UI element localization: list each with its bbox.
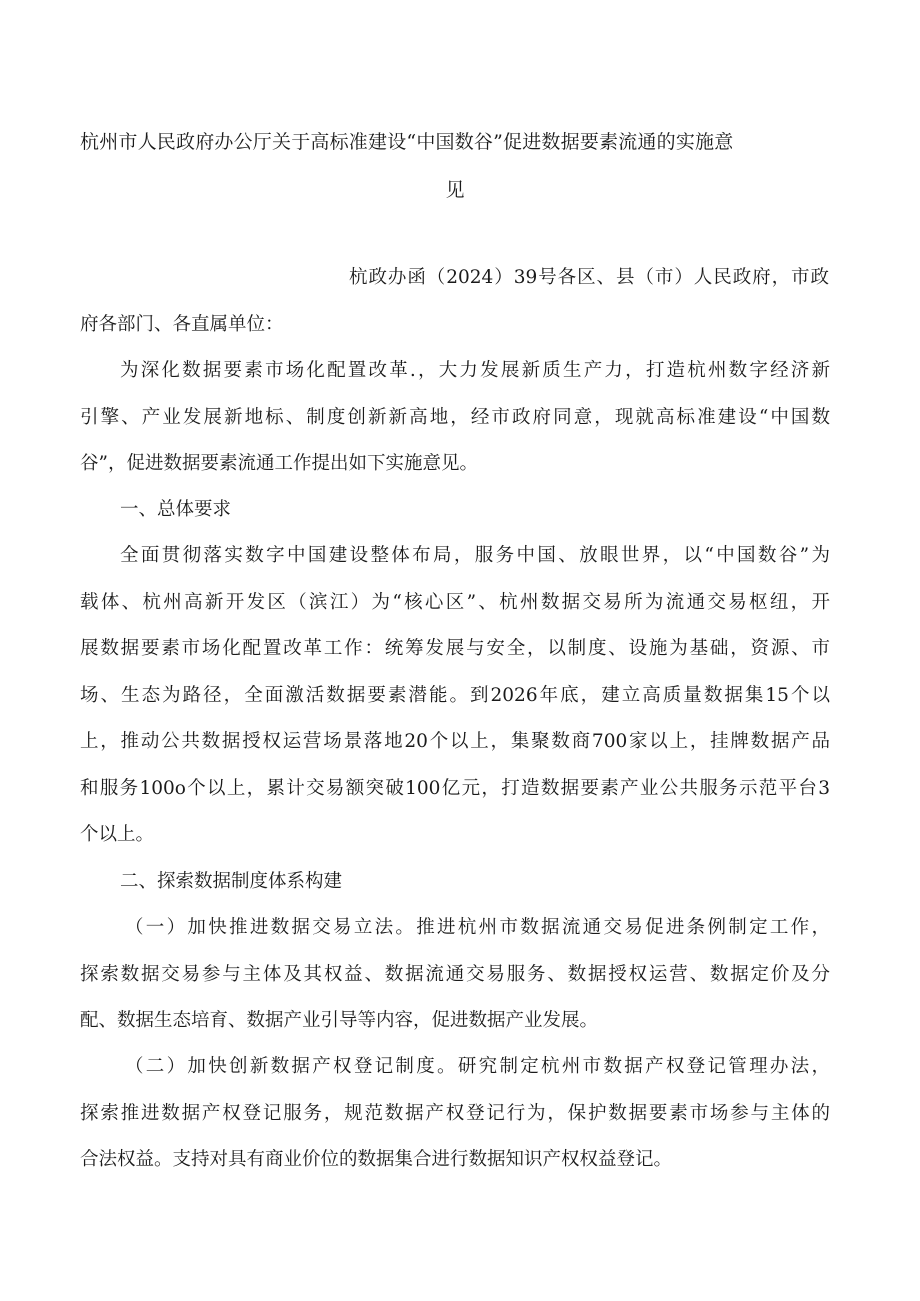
intro-line-2: 引擎、产业发展新地标、制度创新新高地，经市政府同意，现就高标准建设“中国数 <box>80 407 830 428</box>
intro-line-3: 谷”，促进数据要素流通工作提出如下实施意见。 <box>80 453 478 474</box>
section-2-item-2-line-3: 合法权益。支持对具有商业价位的数据集合进行数据知识产权权益登记。 <box>80 1149 673 1170</box>
section-1-line-5: 上，推动公共数据授权运营场景落地20个以上，集聚数商700家以上，挂牌数据产品 <box>80 731 830 752</box>
section-2-item-2-line-2: 探索推进数据产权登记服务，规范数据产权登记行为，保护数据要素市场参与主体的 <box>80 1103 830 1124</box>
section-2-item-1-line-3: 配、数据生态培育、数据产业引导等内容，促进数据产业发展。 <box>80 1010 599 1031</box>
section-1-line-7: 个以上。 <box>80 824 155 845</box>
section-2-item-1-line-2: 探索数据交易参与主体及其权益、数据流通交易服务、数据授权运营、数据定价及分 <box>80 964 830 985</box>
section-1-line-3: 展数据要素市场化配置改革工作：统筹发展与安全，以制度、设施为基础，资源、市 <box>80 638 830 659</box>
section-2-heading: 二、探索数据制度体系构建 <box>120 871 343 892</box>
intro-line-1: 为深化数据要素市场化配置改革.，大力发展新质生产力，打造杭州数字经济新 <box>120 360 830 381</box>
section-2-item-2-line-1: （二）加快创新数据产权登记制度。研究制定杭州市数据产权登记管理办法， <box>125 1056 830 1077</box>
addressee-line-1: 杭政办函（2024）39号各区、县（市）人民政府，市政 <box>349 267 829 288</box>
addressee-line-2: 府各部门、各直属单位： <box>80 314 284 335</box>
section-1-line-1: 全面贯彻落实数字中国建设整体布局，服务中国、放眼世界，以“中国数谷”为 <box>120 545 830 566</box>
section-1-line-6: 和服务100o个以上，累计交易额突破100亿元，打造数据要素产业公共服务示范平台3 <box>80 778 830 799</box>
section-1-line-2: 载体、杭州高新开发区（滨江）为“核心区”、杭州数据交易所为流通交易枢纽，开 <box>80 592 830 613</box>
section-2-item-1-line-1: （一）加快推进数据交易立法。推进杭州市数据流通交易促进条例制定工作， <box>125 917 830 938</box>
section-1-heading: 一、总体要求 <box>120 499 232 520</box>
document-title-line-2: 见 <box>445 179 465 201</box>
section-1-line-4: 场、生态为路径，全面激活数据要素潜能。到2026年底，建立高质量数据集15个以 <box>80 685 830 706</box>
document-title-line-1: 杭州市人民政府办公厅关于高标准建设“中国数谷”促进数据要素流通的实施意 <box>80 131 734 153</box>
